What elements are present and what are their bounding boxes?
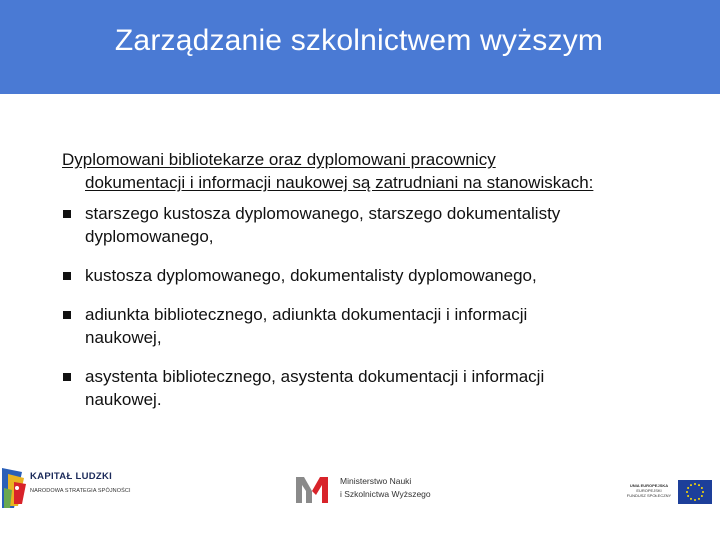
- ministry-name-line-2: i Szkolnictwa Wyższego: [340, 489, 431, 499]
- eu-fund-text: [621, 483, 677, 498]
- kapital-ludzki-subtitle: NARODOWA STRATEGIA SPÓJNOŚCI: [30, 488, 131, 494]
- square-bullet-icon: [63, 311, 71, 319]
- ministry-logo-icon: [294, 475, 330, 505]
- list-item: [62, 264, 692, 287]
- intro-line-1: Dyplomowani bibliotekarze oraz dyplomowani pracownicy: [62, 150, 496, 169]
- eu-title: UNIA EUROPEJSKA: [629, 483, 669, 488]
- page-title: Zarządzanie szkolnictwem wyższym: [114, 24, 604, 57]
- bullet-list: [62, 202, 692, 411]
- bullet-text-line-2: naukowej.: [85, 390, 162, 409]
- ministry-logo: [292, 472, 442, 508]
- bullet-text-line-1: adiunkta bibliotecznego, adiunkta dokumentacji i informacji: [85, 305, 528, 324]
- bullet-text-line-1: starszego kustosza dyplomowanego, starszego dokumentalisty: [85, 204, 561, 223]
- slide-content: [62, 148, 692, 427]
- square-bullet-icon: [63, 272, 71, 280]
- intro-line-2: dokumentacji i informacji naukowej są zatrudniani na stanowiskach:: [85, 173, 594, 192]
- eu-flag-icon: [678, 480, 712, 504]
- list-item: [62, 303, 692, 349]
- square-bullet-icon: [63, 373, 71, 381]
- bullet-text-line-2: dyplomowanego,: [85, 227, 214, 246]
- kapital-ludzki-logo-icon: [0, 462, 30, 512]
- title-bar: [0, 0, 720, 94]
- ministry-name-line-1: Ministerstwo Nauki: [340, 476, 412, 486]
- eu-logo: [616, 478, 716, 506]
- list-item: [62, 202, 692, 248]
- kapital-ludzki-logo: [0, 462, 131, 512]
- intro-paragraph: [62, 148, 692, 194]
- kapital-ludzki-title: KAPITAŁ LUDZKI: [30, 471, 113, 482]
- list-item: [62, 365, 692, 411]
- bullet-text-line-1: kustosza dyplomowanego, dokumentalisty dyplomowanego,: [85, 266, 537, 285]
- eu-line-2: EUROPEJSKI: [636, 488, 662, 493]
- bullet-text-line-2: naukowej,: [85, 328, 162, 347]
- eu-line-3: FUNDUSZ SPOŁECZNY: [626, 493, 672, 498]
- ministry-name: [340, 475, 431, 501]
- bullet-text-line-1: asystenta bibliotecznego, asystenta dokumentacji i informacji: [85, 367, 545, 386]
- square-bullet-icon: [63, 210, 71, 218]
